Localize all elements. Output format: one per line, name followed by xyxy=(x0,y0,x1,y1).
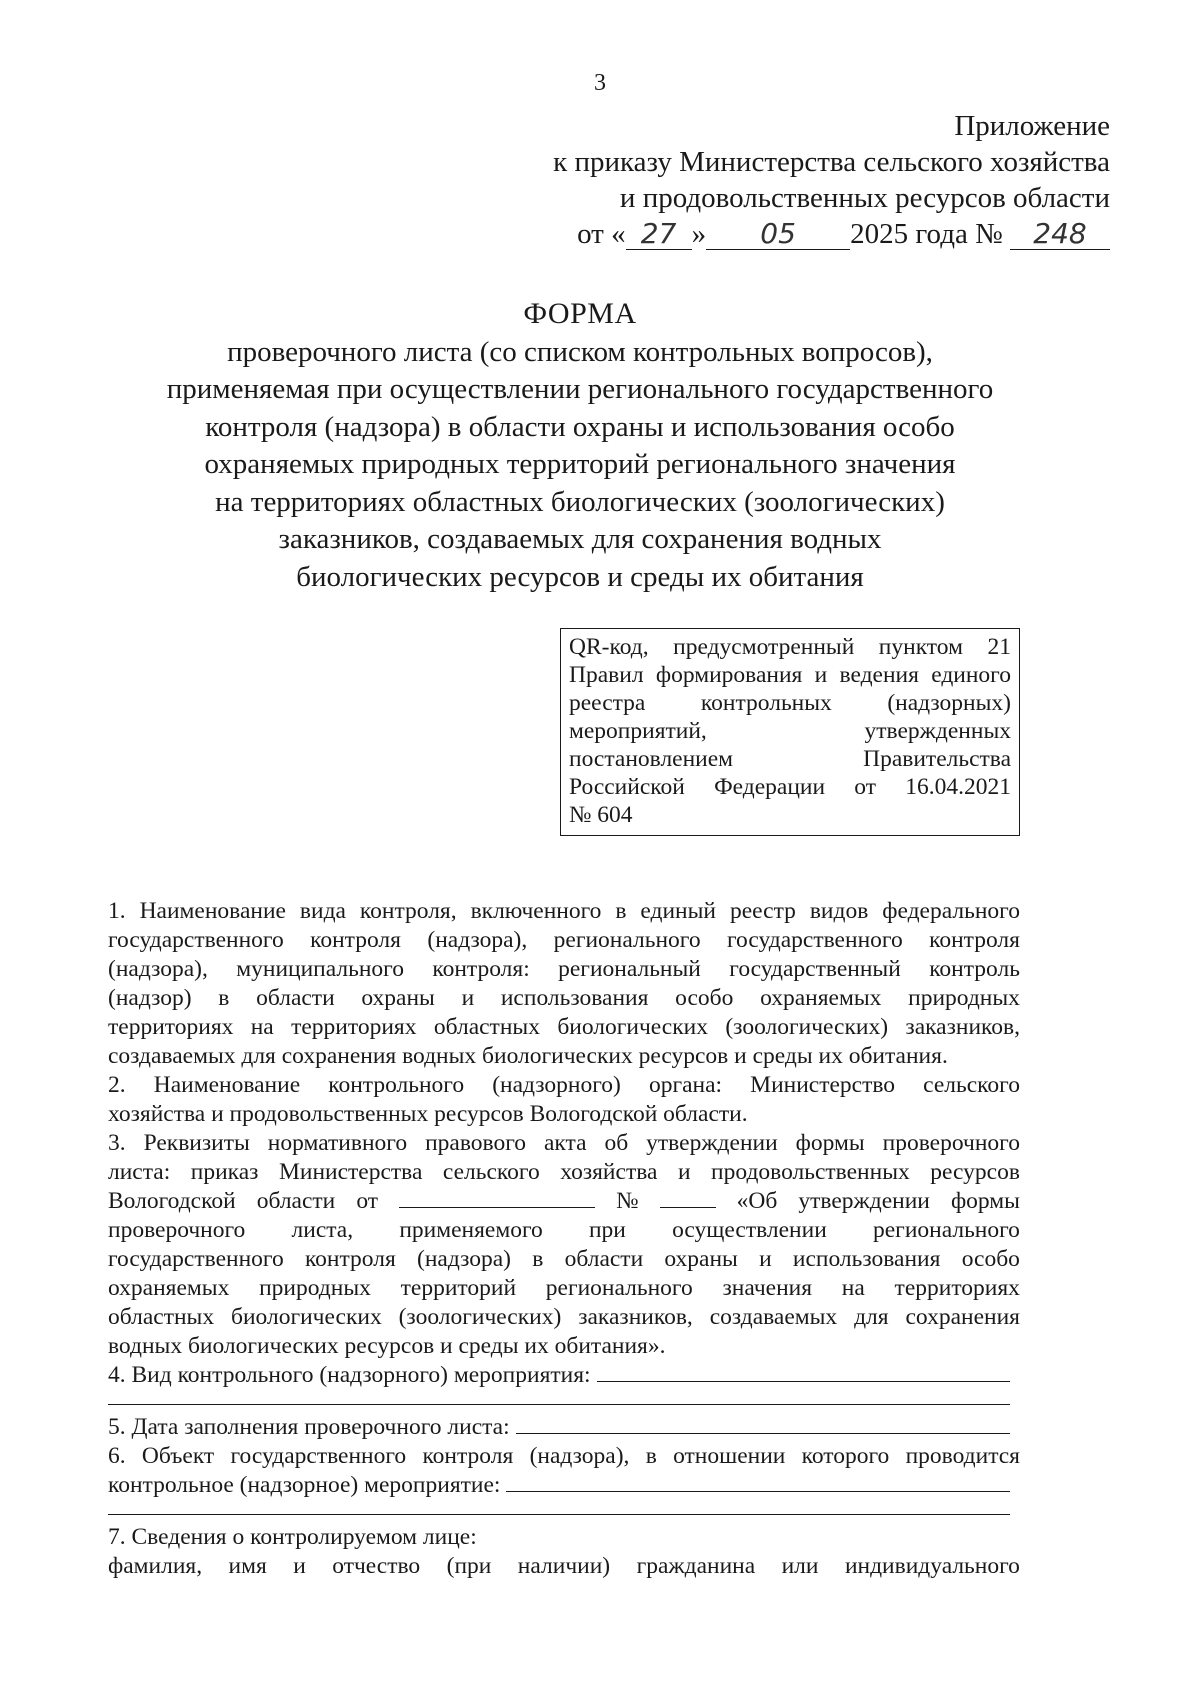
word: Объект xyxy=(141,1443,215,1469)
word: государственного xyxy=(726,927,903,953)
word: формы xyxy=(795,1130,865,1156)
word: Вологодской xyxy=(108,1188,236,1214)
word: единый xyxy=(640,898,717,924)
word: (при xyxy=(446,1553,492,1579)
appendix-label: Приложение xyxy=(954,110,1110,142)
text-line xyxy=(108,1071,1020,1100)
item-5-label: 5. Дата заполнения проверочного листа: xyxy=(108,1414,510,1440)
word: проверочного xyxy=(108,1217,246,1243)
word: охраняемых xyxy=(760,985,882,1011)
text-line xyxy=(108,897,1020,926)
text-line xyxy=(108,1216,1020,1245)
word: области xyxy=(256,985,335,1011)
word: биологических xyxy=(231,1304,382,1330)
word: области xyxy=(564,1246,644,1272)
word: контроля xyxy=(304,1246,396,1272)
text-line: создаваемых для сохранения водных биологических ресурсов и среды их обитания. xyxy=(108,1043,948,1069)
word: (надзора), xyxy=(427,927,528,953)
text-line xyxy=(108,955,1020,984)
word: хозяйства xyxy=(560,1159,658,1185)
word: и xyxy=(759,1246,772,1272)
qr-line xyxy=(569,633,1011,661)
date-year: 2025 года № xyxy=(850,218,1003,250)
word: № xyxy=(616,1188,639,1214)
text-line: хозяйства и продовольственных ресурсов Вологодской области. xyxy=(108,1101,748,1127)
appendix-line-2: к приказу Министерства сельского хозяйства xyxy=(553,146,1110,178)
word: использования xyxy=(792,1246,941,1272)
item-6 xyxy=(108,1442,1020,1515)
title-line: биологических ресурсов и среды их обитания xyxy=(296,560,864,593)
word: листа, xyxy=(291,1217,354,1243)
word: государственный xyxy=(729,956,901,982)
word: областных xyxy=(108,1304,215,1330)
word: региональный xyxy=(558,956,701,982)
word: Министерства xyxy=(278,1159,423,1185)
word: Наименование xyxy=(153,1072,301,1098)
word: территориях xyxy=(291,1014,417,1040)
word: регионального xyxy=(553,927,701,953)
word: природных xyxy=(908,985,1020,1011)
text-line xyxy=(108,1303,1020,1332)
word: сельского xyxy=(442,1159,540,1185)
word: контрольного xyxy=(328,1072,465,1098)
word: биологических xyxy=(557,1014,708,1040)
word: охраны xyxy=(664,1246,738,1272)
word: отношении xyxy=(673,1443,786,1469)
qr-code-box xyxy=(560,628,1020,836)
word: (надзора), xyxy=(529,1443,630,1469)
word: продовольственных xyxy=(711,1159,910,1185)
word: на xyxy=(841,1275,865,1301)
act-number-blank xyxy=(660,1187,716,1208)
text-line xyxy=(108,1129,1020,1158)
word: Наименование xyxy=(139,898,286,924)
word: органа: xyxy=(648,1072,723,1098)
word: государственного xyxy=(108,1246,284,1272)
item-4 xyxy=(108,1361,1020,1405)
text-line xyxy=(108,1245,1020,1274)
qr-line xyxy=(569,689,1011,717)
word: муниципального xyxy=(236,956,404,982)
word: 1. xyxy=(108,898,126,924)
word: охраны xyxy=(361,985,435,1011)
word: которого xyxy=(801,1443,890,1469)
word: 2. xyxy=(108,1072,126,1098)
word: фамилия, xyxy=(108,1553,203,1579)
text-line xyxy=(108,1013,1020,1042)
word: видов xyxy=(809,898,869,924)
word: имя xyxy=(228,1553,267,1579)
word: в xyxy=(532,1246,544,1272)
word: заказников, xyxy=(905,1014,1020,1040)
word: от xyxy=(356,1188,379,1214)
word: Правительства xyxy=(863,746,1011,772)
qr-line xyxy=(569,717,1011,745)
item-5 xyxy=(108,1413,1020,1442)
date-day-field: 27 xyxy=(626,219,692,250)
word: Министерство xyxy=(750,1072,896,1098)
fill-date-blank xyxy=(516,1413,1010,1434)
title-line: охраняемых природных территорий регионального значения xyxy=(204,448,956,480)
event-type-blank-2 xyxy=(108,1390,1010,1405)
appendix-line-3: и продовольственных ресурсов области xyxy=(619,182,1110,214)
word: включенного xyxy=(470,898,602,924)
control-object-blank-2 xyxy=(108,1500,1010,1515)
word: контрольных xyxy=(700,690,832,716)
word: реестра xyxy=(569,690,646,716)
qr-line xyxy=(569,745,1011,773)
control-object-blank xyxy=(506,1471,1010,1492)
word: 21 xyxy=(987,634,1011,660)
word: в xyxy=(645,1443,657,1469)
word: «Об xyxy=(736,1188,778,1214)
text-line: водных биологических ресурсов и среды их обитания». xyxy=(108,1333,666,1359)
word: контроля: xyxy=(432,956,530,982)
word: государственного xyxy=(230,1443,407,1469)
word: (надзорного) xyxy=(492,1072,621,1098)
word: контроля xyxy=(310,927,401,953)
word: контроль xyxy=(929,956,1020,982)
item-4-label: 4. Вид контрольного (надзорного) мероприятия: xyxy=(108,1362,591,1388)
word: нормативного xyxy=(267,1130,408,1156)
item-7 xyxy=(108,1523,1020,1581)
page-number: 3 xyxy=(594,70,606,96)
word: и xyxy=(461,985,475,1011)
word: QR-код, xyxy=(569,634,649,660)
act-date-blank xyxy=(399,1187,595,1208)
text-line xyxy=(108,984,1020,1013)
word: реестр xyxy=(729,898,796,924)
word: и xyxy=(293,1553,306,1579)
word: для xyxy=(854,1304,889,1330)
word: листа: xyxy=(108,1159,171,1185)
word: от xyxy=(854,774,876,800)
word: (надзора) xyxy=(417,1246,512,1272)
word: территориях xyxy=(894,1275,1020,1301)
title-line: контроля (надзора) в области охраны и использования особо xyxy=(205,410,955,443)
word: ведения xyxy=(839,662,919,688)
word: в xyxy=(218,985,230,1011)
order-number-field: 248 xyxy=(1010,219,1110,250)
event-type-blank xyxy=(597,1361,1010,1382)
word: формирования xyxy=(655,662,803,688)
word: (зоологических) xyxy=(398,1304,562,1330)
text-line xyxy=(108,1187,1020,1216)
word: и xyxy=(814,662,828,688)
word: проводится xyxy=(905,1443,1020,1469)
word: особо xyxy=(961,1246,1020,1272)
word: природных xyxy=(259,1275,371,1301)
word: вида xyxy=(299,898,346,924)
word: формы xyxy=(950,1188,1020,1214)
word: федерального xyxy=(882,898,1020,924)
word: государственного xyxy=(108,927,284,953)
qr-line xyxy=(569,773,1011,801)
word: при xyxy=(588,1217,626,1243)
qr-line xyxy=(569,661,1011,689)
date-prefix: от « xyxy=(577,218,626,250)
word: предусмотренный xyxy=(673,634,855,660)
word: единого xyxy=(931,662,1011,688)
word: территорий xyxy=(400,1275,517,1301)
item-7-label: 7. Сведения о контролируемом лице: xyxy=(108,1524,477,1550)
title-line: заказников, создаваемых для сохранения водных xyxy=(278,523,882,555)
word: утверждении xyxy=(798,1188,930,1214)
word: утвержденных xyxy=(864,718,1011,744)
word: значения xyxy=(722,1275,813,1301)
word: (надзора), xyxy=(108,956,208,982)
text-line xyxy=(108,1158,1020,1187)
form-body xyxy=(108,897,1020,1581)
word: (зоологических) xyxy=(725,1014,889,1040)
word: областных xyxy=(433,1014,540,1040)
date-month-field: 05 xyxy=(706,219,850,250)
word: Российской xyxy=(569,774,685,800)
text-line xyxy=(108,1274,1020,1303)
word: акта xyxy=(543,1130,587,1156)
word: сельского xyxy=(923,1072,1020,1098)
word: 16.04.2021 xyxy=(905,774,1011,800)
word: утверждении xyxy=(646,1130,778,1156)
word: сохранения xyxy=(905,1304,1020,1330)
title-line: применяемая при осуществлении регионального государственного xyxy=(166,373,994,405)
form-heading: ФОРМА xyxy=(523,297,637,330)
form-title-block xyxy=(140,295,1020,596)
word: территориях xyxy=(108,1014,234,1040)
word: осуществлении xyxy=(672,1217,827,1243)
appendix-date-line xyxy=(553,216,1110,252)
text-line xyxy=(108,1552,1020,1581)
word: (надзорных) xyxy=(887,690,1011,716)
word: регионального xyxy=(873,1217,1020,1243)
word: проверочного xyxy=(882,1130,1020,1156)
word: контроля, xyxy=(359,898,457,924)
word: или xyxy=(781,1553,819,1579)
word: создаваемых xyxy=(709,1304,838,1330)
word: в xyxy=(615,898,627,924)
word: Федерации xyxy=(714,774,826,800)
date-mid: » xyxy=(691,218,707,250)
word: контроля xyxy=(929,927,1020,953)
word: и xyxy=(677,1159,691,1185)
word: регионального xyxy=(545,1275,693,1301)
title-line: на территориях областных биологических (зоологических) xyxy=(215,485,945,518)
word: отчество xyxy=(332,1553,421,1579)
word: об xyxy=(604,1130,629,1156)
word: Реквизиты xyxy=(143,1130,250,1156)
word: постановлением xyxy=(569,746,734,772)
word: (надзор) xyxy=(108,985,192,1011)
item-2 xyxy=(108,1071,1020,1129)
appendix-header xyxy=(553,108,1110,252)
title-line: проверочного листа (со списком контрольных вопросов), xyxy=(227,335,933,368)
word: 3. xyxy=(108,1130,126,1156)
word: особо xyxy=(675,985,734,1011)
word: пунктом xyxy=(878,634,963,660)
word: индивидуального xyxy=(844,1553,1020,1579)
word: приказ xyxy=(190,1159,259,1185)
word: Правил xyxy=(569,662,644,688)
text-line xyxy=(108,926,1020,955)
word: гражданина xyxy=(636,1553,756,1579)
word: заказников, xyxy=(578,1304,693,1330)
word: ресурсов xyxy=(930,1159,1020,1185)
word: использования xyxy=(500,985,649,1011)
item-3 xyxy=(108,1129,1020,1361)
word: мероприятий, xyxy=(569,718,707,744)
word: применяемого xyxy=(399,1217,543,1243)
word: правового xyxy=(425,1130,526,1156)
item-1 xyxy=(108,897,1020,1071)
item-6-label: контрольное (надзорное) мероприятие: xyxy=(108,1472,501,1498)
text-line xyxy=(108,1442,1020,1471)
word: на xyxy=(250,1014,274,1040)
word: области xyxy=(256,1188,336,1214)
word: контроля xyxy=(422,1443,514,1469)
word: наличии) xyxy=(517,1553,611,1579)
word: охраняемых xyxy=(108,1275,230,1301)
word: 6. xyxy=(108,1443,126,1469)
qr-line: № 604 xyxy=(569,802,633,828)
